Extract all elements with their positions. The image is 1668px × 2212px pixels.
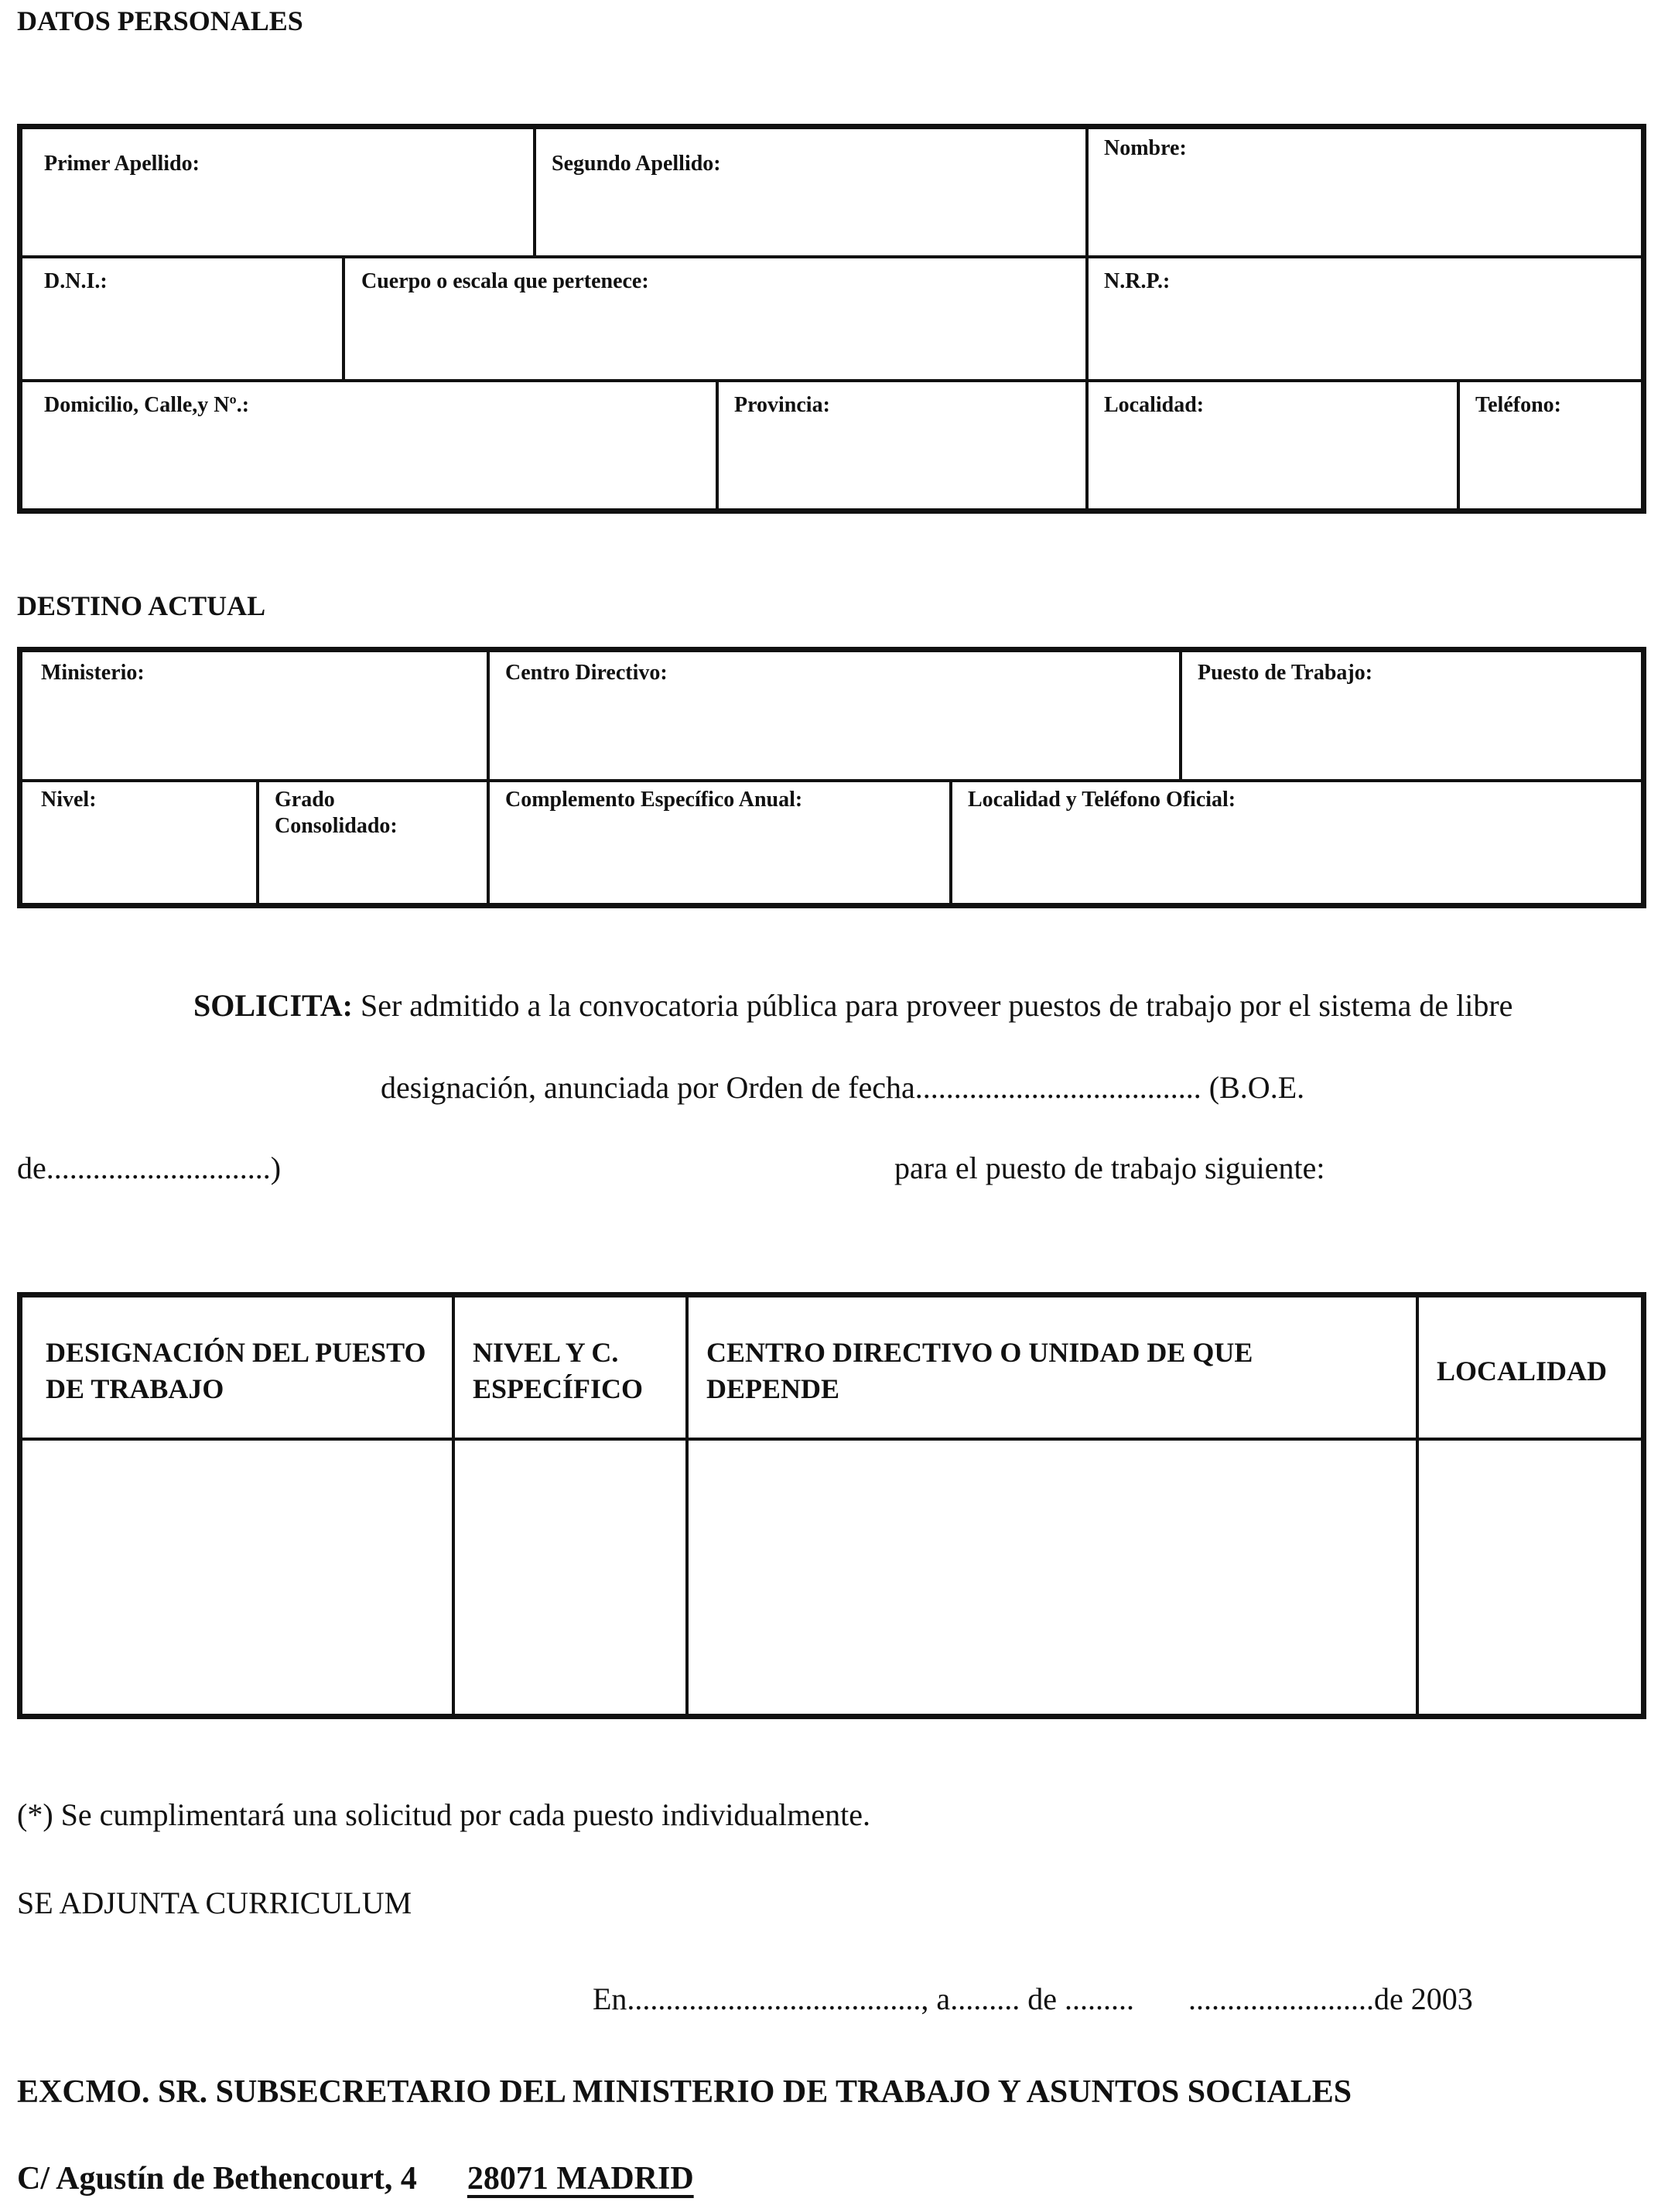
ministerio-label: Ministerio: bbox=[41, 661, 145, 685]
consolidado-label: Consolidado: bbox=[275, 814, 398, 838]
destino-actual-box bbox=[17, 647, 1646, 908]
header-designacion: DESIGNACIÓN DEL PUESTO DE TRABAJO bbox=[46, 1337, 426, 1404]
solicita-line1 bbox=[193, 987, 1512, 1024]
direccion-city: 28071 MADRID bbox=[467, 2161, 694, 2197]
provincia-label: Provincia: bbox=[734, 393, 830, 417]
header-nivel-especifico: NIVEL Y C. ESPECÍFICO bbox=[473, 1337, 644, 1404]
localidad-telefono-label: Localidad y Teléfono Oficial: bbox=[968, 788, 1236, 812]
header-centro-directivo: CENTRO DIRECTIVO O UNIDAD DE QUE DEPENDE bbox=[706, 1337, 1253, 1404]
localidad-label: Localidad: bbox=[1104, 393, 1205, 417]
datos-personales-box bbox=[17, 124, 1646, 514]
destinatario: EXCMO. SR. SUBSECRETARIO DEL MINISTERIO DE TRABAJO Y ASUNTOS SOCIALES bbox=[17, 2074, 1352, 2110]
puesto-table bbox=[17, 1292, 1646, 1719]
solicita-puesto-text: para el puesto de trabajo siguiente: bbox=[894, 1150, 1325, 1185]
localidad-cell[interactable] bbox=[1419, 1441, 1641, 1714]
primer-apellido-label: Primer Apellido: bbox=[44, 152, 200, 176]
nivel-especifico-cell[interactable] bbox=[455, 1441, 685, 1714]
header-localidad: LOCALIDAD bbox=[1437, 1356, 1608, 1386]
solicita-text: Ser admitido a la convocatoria pública para proveer puestos de trabajo por el sistema de libre bbox=[360, 988, 1513, 1023]
primer-apellido-field[interactable] bbox=[22, 129, 533, 255]
nivel-label: Nivel: bbox=[41, 788, 97, 812]
adjunta-curriculum: SE ADJUNTA CURRICULUM bbox=[17, 1885, 412, 1920]
destino-actual-heading: DESTINO ACTUAL bbox=[17, 590, 266, 621]
solicita-label: SOLICITA: bbox=[193, 988, 353, 1023]
datos-personales-heading: DATOS PERSONALES bbox=[17, 5, 303, 36]
nrp-label: N.R.P.: bbox=[1104, 269, 1171, 293]
dni-label: D.N.I.: bbox=[44, 269, 108, 293]
nrp-field[interactable] bbox=[1089, 258, 1641, 379]
telefono-label: Teléfono: bbox=[1475, 393, 1561, 417]
nombre-label: Nombre: bbox=[1104, 136, 1187, 160]
puesto-trabajo-label: Puesto de Trabajo: bbox=[1198, 661, 1373, 685]
direccion-street: C/ Agustín de Bethencourt, 4 bbox=[17, 2161, 417, 2197]
segundo-apellido-field[interactable] bbox=[536, 129, 1085, 255]
fecha-line: En......................................, a......... de ......... ........................de 2003 bbox=[593, 1981, 1473, 2016]
solicita-line2: designación, anunciada por Orden de fecha..................................... (B.O.E. bbox=[381, 1070, 1305, 1105]
domicilio-label: Domicilio, Calle,y Nº.: bbox=[44, 393, 250, 417]
complemento-label: Complemento Específico Anual: bbox=[505, 788, 803, 812]
centro-directivo-label: Centro Directivo: bbox=[505, 661, 668, 685]
designacion-cell[interactable] bbox=[22, 1441, 452, 1714]
cuerpo-escala-label: Cuerpo o escala que pertenece: bbox=[361, 269, 649, 293]
solicita-boe-date: de.............................) bbox=[17, 1150, 282, 1185]
segundo-apellido-label: Segundo Apellido: bbox=[552, 152, 721, 176]
footnote: (*) Se cumplimentará una solicitud por cada puesto individualmente. bbox=[17, 1797, 871, 1832]
direccion bbox=[17, 2160, 694, 2197]
grado-label: Grado bbox=[275, 788, 335, 812]
centro-directivo-cell[interactable] bbox=[689, 1441, 1416, 1714]
